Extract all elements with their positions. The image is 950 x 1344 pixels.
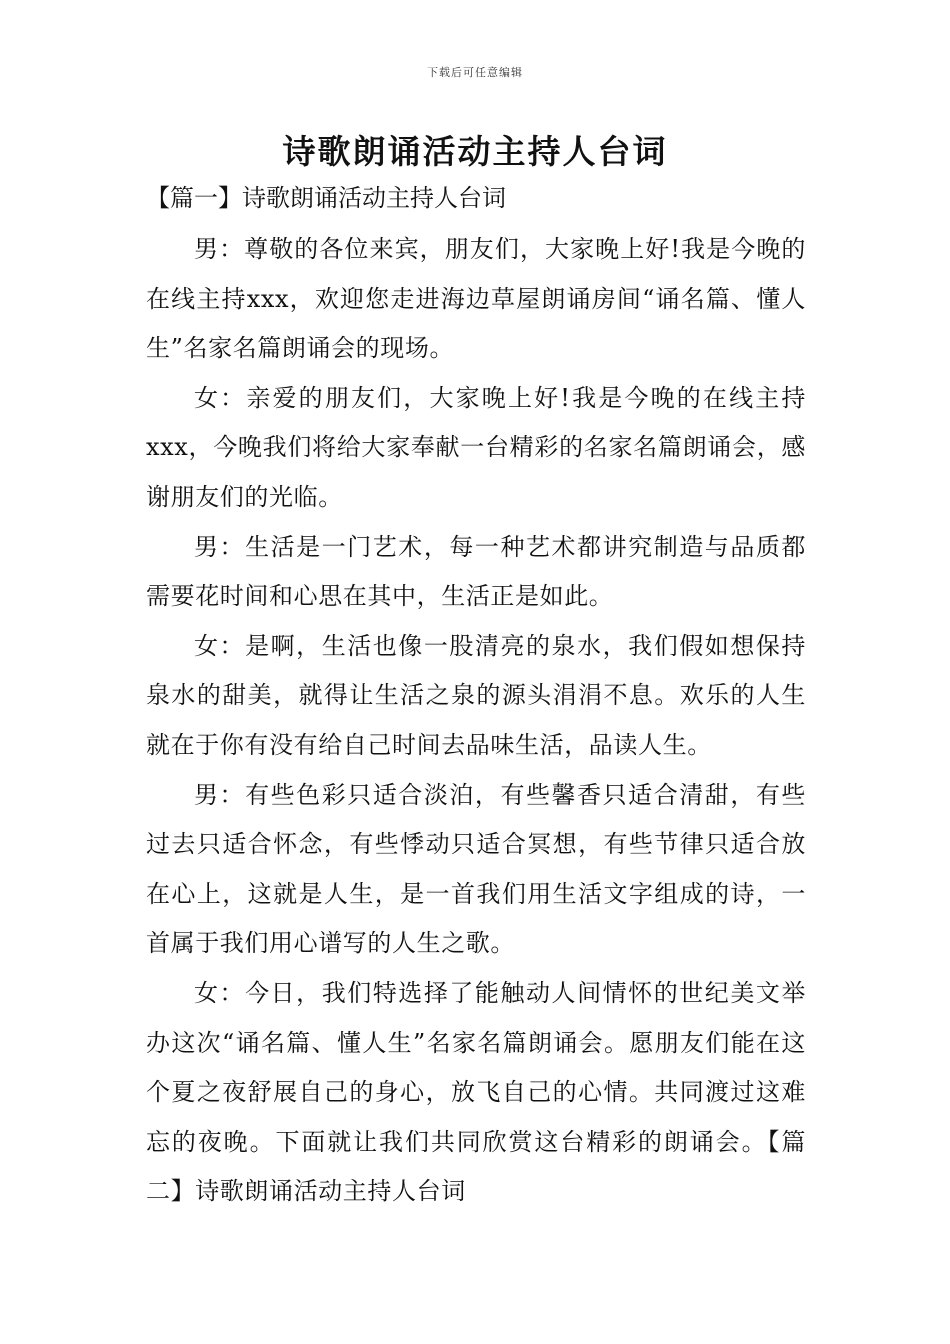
header-note: 下载后可任意编辑	[427, 66, 523, 79]
paragraph: 女：今日，我们特选择了能触动人间情怀的世纪美文举办这次“诵名篇、懂人生”名家名篇朗诵会。愿朋友们能在这个夏之夜舒展自己的身心，放飞自己的心情。共同渡过这难忘的夜晚。下面就让我们共同欣赏这台精彩的朗诵会。【篇二】诗歌朗诵活动主持人台词	[146, 978, 806, 1206]
paragraph: 男：生活是一门艺术，每一种艺术都讲究制造与品质都需要花时间和心思在其中，生活正是如此。	[146, 532, 806, 611]
paragraph: 女：是啊，生活也像一股清亮的泉水，我们假如想保持泉水的甜美，就得让生活之泉的源头涓涓不息。欢乐的人生就在于你有没有给自己时间去品味生活，品读人生。	[146, 631, 806, 759]
document-body	[146, 225, 806, 1217]
paragraph: 男：尊敬的各位来宾，朋友们，大家晚上好!我是今晚的在线主持xxx，欢迎您走进海边草屋朗诵房间“诵名篇、懂人生”名家名篇朗诵会的现场。	[146, 235, 806, 363]
document-title: 诗歌朗诵活动主持人台词	[282, 132, 668, 171]
paragraph: 女：亲爱的朋友们，大家晚上好!我是今晚的在线主持xxx，今晚我们将给大家奉献一台精彩的名家名篇朗诵会，感谢朋友们的光临。	[146, 383, 806, 511]
paragraph: 男：有些色彩只适合淡泊，有些馨香只适合清甜，有些过去只适合怀念，有些悸动只适合冥想，有些节律只适合放在心上，这就是人生，是一首我们用生活文字组成的诗，一首属于我们用心谱写的人生之歌。	[146, 780, 806, 958]
section-heading: 【篇一】诗歌朗诵活动主持人台词	[146, 184, 506, 212]
